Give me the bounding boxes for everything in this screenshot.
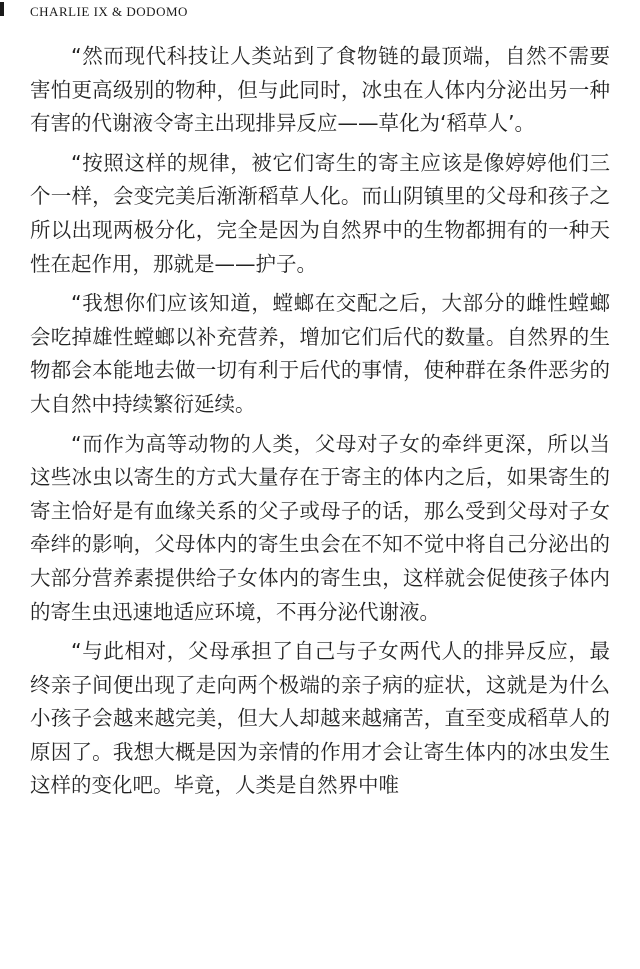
page-body (30, 40, 610, 809)
header-edge-mark (0, 2, 4, 16)
paragraph: “与此相对，父母承担了自己与子女两代人的排异反应，最终亲子间便出现了走向两个极端的亲子病的症状，这就是为什么小孩子会越来越完美，但大人却越来越痛苦，直至变成稻草人的原因了。我想大概是因为亲情的作用才会让寄生体内的冰虫发生这样的变化吧。毕竟，人类是自然界中唯 (30, 639, 610, 798)
paragraph: “然而现代科技让人类站到了食物链的最顶端，自然不需要害怕更高级别的物种，但与此同时，冰虫在人体内分泌出另一种有害的代谢液令寄主出现排异反应——草化为‘稻草人’。 (30, 44, 610, 136)
running-header: CHARLIE IX & DODOMO (30, 4, 188, 19)
paragraph: “按照这样的规律，被它们寄生的寄主应该是像婷婷他们三个一样，会变完美后渐渐稻草人化。而山阴镇里的父母和孩子之所以出现两极分化，完全是因为自然界中的生物都拥有的一种天性在起作用，那就是——护子。 (30, 150, 610, 276)
paragraph: “我想你们应该知道，螳螂在交配之后，大部分的雌性螳螂会吃掉雄性螳螂以补充营养，增加它们后代的数量。自然界的生物都会本能地去做一切有利于后代的事情，使种群在条件恶劣的大自然中持续繁衍延续。 (30, 291, 610, 416)
paragraph: “而作为高等动物的人类，父母对子女的牵绊更深，所以当这些冰虫以寄生的方式大量存在于寄主的体内之后，如果寄生的寄主恰好是有血缘关系的父子或母子的话，那么受到父母对子女牵绊的影响，父母体内的寄生虫会在不知不觉中将自己分泌出的大部分营养素提供给子女体内的寄生虫，这样就会促使孩子体内的寄生虫迅速地适应环境，不再分泌代谢液。 (30, 431, 610, 624)
